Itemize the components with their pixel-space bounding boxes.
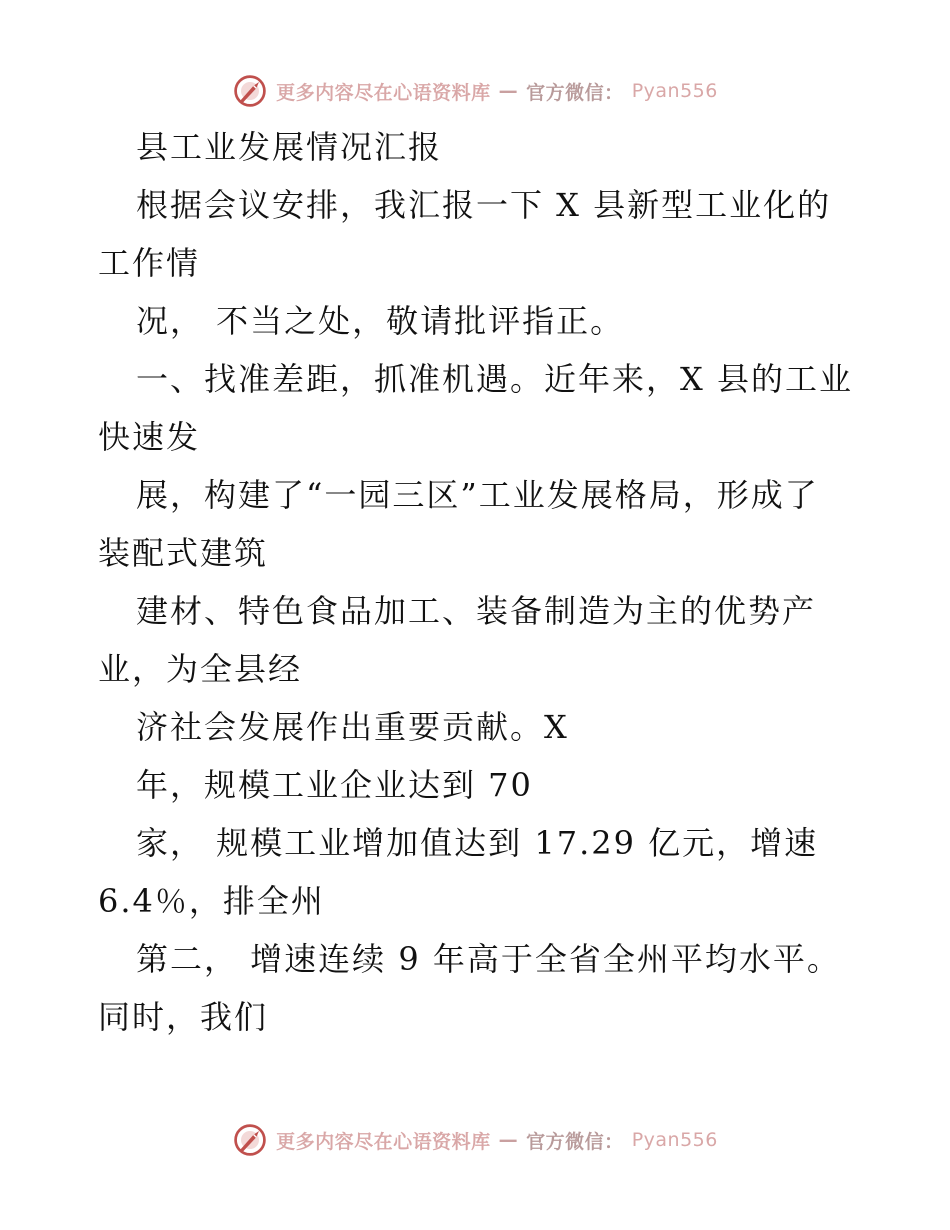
text-line: 工作情 [98, 244, 201, 282]
text-line: 建材、特色食品加工、装备制造为主的优势产 [136, 592, 817, 630]
text-line: 同时，我们 [98, 998, 269, 1036]
watermark-official-label: 官方微信： [526, 1130, 624, 1153]
watermark-wechat-id: Pyan556 [631, 80, 718, 102]
watermark-dash: — [498, 80, 519, 102]
text-line: 展，构建了“一园三区”工业发展格局，形成了 [136, 476, 819, 514]
pen-nib-logo-icon [232, 73, 268, 109]
text-line: 家， 规模工业增加值达到 17.29 亿元，增速 [136, 824, 819, 862]
text-line: 根据会议安排，我汇报一下 X 县新型工业化的 [136, 186, 832, 224]
text-line: 第二， 增速连续 9 年高于全省全州平均水平。 [136, 940, 841, 978]
text-line: 装配式建筑 [98, 534, 269, 572]
document-body [98, 118, 858, 1046]
text-line: 6.4％，排全州 [98, 882, 325, 920]
text-line: 快速发 [98, 418, 201, 456]
footer-watermark [0, 1120, 950, 1160]
text-line: 县工业发展情况汇报 [136, 128, 443, 166]
text-line: 况， 不当之处，敬请批评指正。 [136, 302, 625, 340]
header-watermark [0, 71, 950, 111]
watermark-main-text: 更多内容尽在心语资料库 [276, 81, 491, 104]
watermark-official-label: 官方微信： [526, 81, 624, 104]
text-line: 济社会发展作出重要贡献。X [136, 708, 569, 746]
pen-nib-logo-icon [232, 1122, 268, 1158]
text-line: 一、找准差距，抓准机遇。近年来，X 县的工业 [136, 360, 853, 398]
watermark-dash: — [498, 1129, 519, 1151]
text-line: 年，规模工业企业达到 70 [136, 766, 533, 804]
watermark-main-text: 更多内容尽在心语资料库 [276, 1130, 491, 1153]
watermark-wechat-id: Pyan556 [631, 1129, 718, 1151]
text-line: 业，为全县经 [98, 650, 303, 688]
